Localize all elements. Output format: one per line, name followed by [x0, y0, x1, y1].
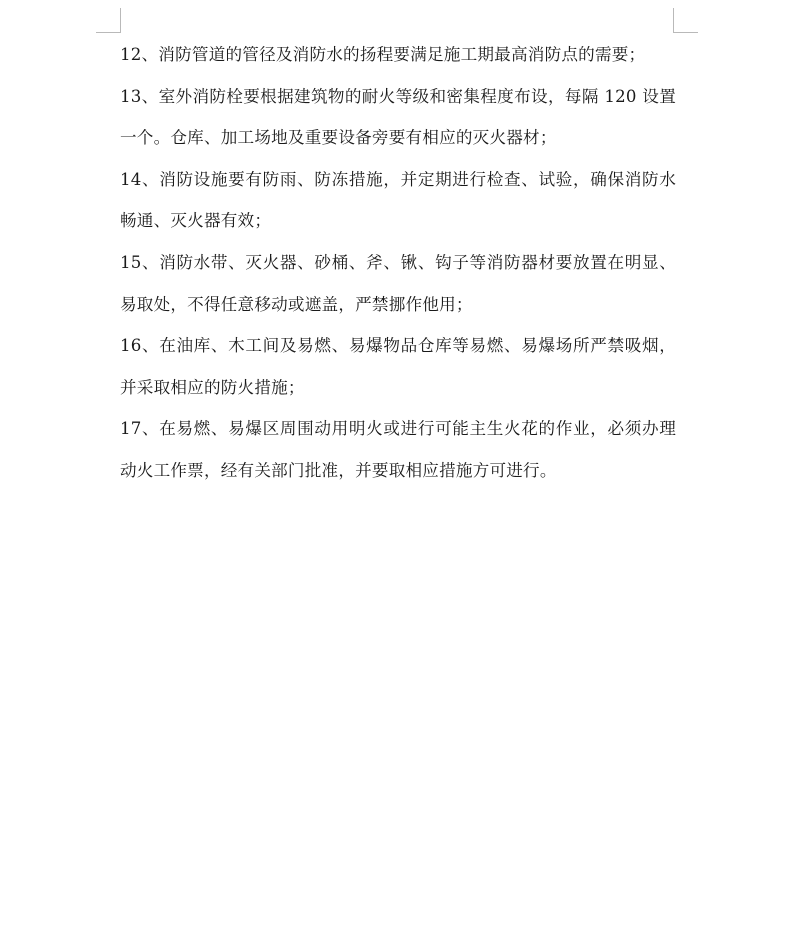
top-left-corner-mark [96, 8, 121, 33]
top-right-corner-mark [673, 8, 698, 33]
paragraph-item-14: 14、消防设施要有防雨、防冻措施，并定期进行检查、试验，确保消防水畅通、灭火器有效； [120, 169, 676, 231]
document-body [120, 34, 676, 492]
paragraph-item-17: 17、在易燃、易爆区周围动用明火或进行可能主生火花的作业，必须办理动火工作票，经有关部门批准，并要取相应措施方可进行。 [120, 419, 676, 480]
paragraph-item-13: 13、室外消防栓要根据建筑物的耐火等级和密集程度布设，每隔 120 设置一个。仓库、加工场地及重要设备旁要有相应的灭火器材； [120, 86, 676, 148]
paragraph-item-16: 16、在油库、木工间及易燃、易爆物品仓库等易燃、易爆场所严禁吸烟，并采取相应的防火措施； [120, 336, 676, 397]
paragraph-item-12: 12、消防管道的管径及消防水的扬程要满足施工期最高消防点的需要； [120, 45, 646, 64]
paragraph-item-15: 15、消防水带、灭火器、砂桶、斧、锹、钩子等消防器材要放置在明显、易取处，不得任意移动或遮盖，严禁挪作他用； [120, 252, 676, 314]
